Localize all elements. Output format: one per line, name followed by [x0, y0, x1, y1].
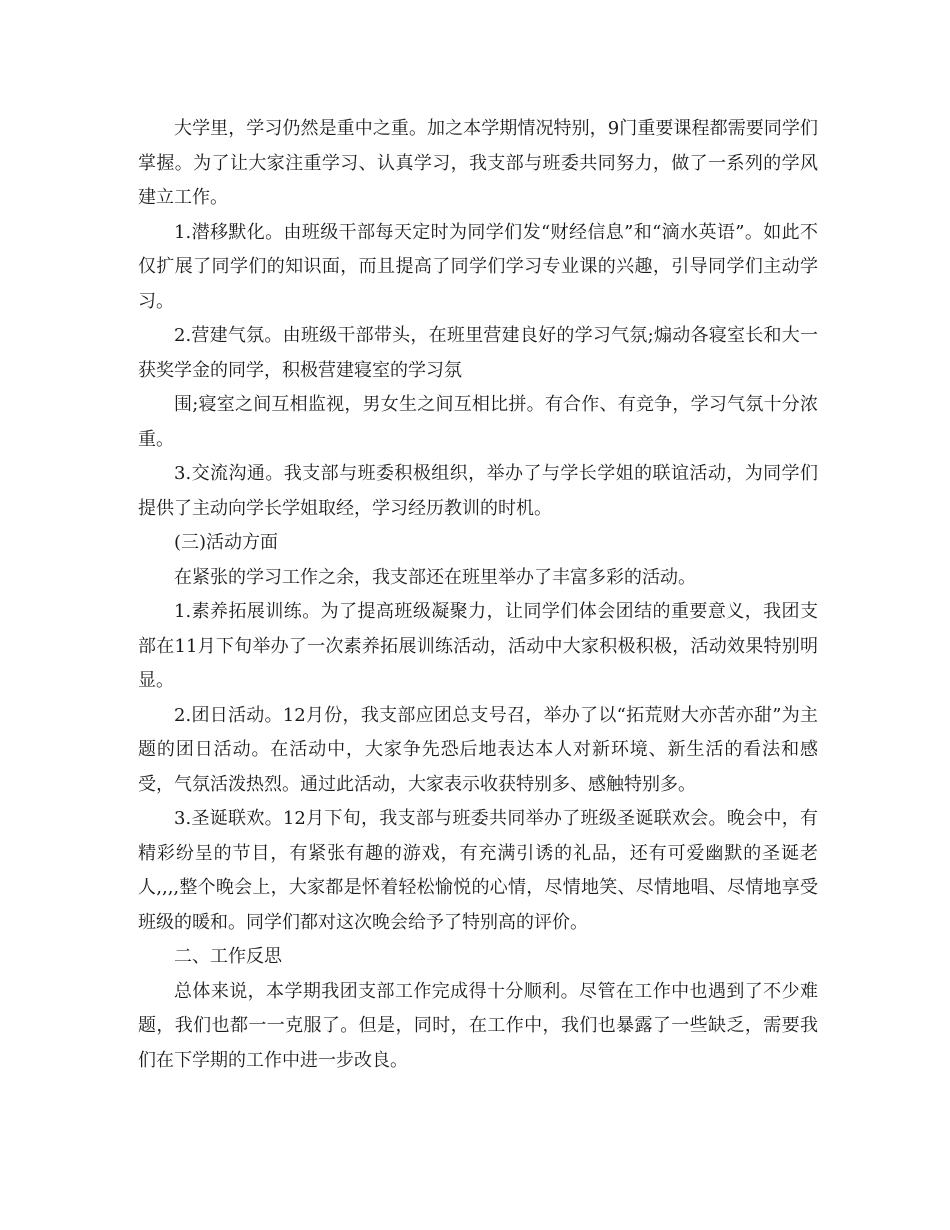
document-body [138, 112, 818, 1078]
paragraph-study-item-2b: 围;寝室之间互相监视，男女生之间互相比拼。有合作、有竞争，学习气氛十分浓重。 [138, 394, 818, 450]
paragraph-activity-item-3: 3.圣诞联欢。12月下旬，我支部与班委共同举办了班级圣诞联欢会。晚会中，有精彩纷呈的节目，有紧张有趣的游戏，有充满引诱的礼品，还有可爱幽默的圣诞老人,,,,整个晚会上，大家都是怀着轻松愉悦的心情，尽情地笑、尽情地唱、尽情地享受班级的暖和。同学们都对这次晚会给予了特别高的评价。 [138, 808, 818, 933]
paragraph-activity-item-2: 2.团日活动。12月份，我支部应团总支号召，举办了以“拓荒财大亦苦亦甜”为主题的团日活动。在活动中，大家争先恐后地表达本人对新环境、新生活的看法和感受，气氛活泼热烈。通过此活动，大家表示收获特别多、感触特别多。 [138, 704, 818, 795]
paragraph-study-item-3: 3.交流沟通。我支部与班委积极组织，举办了与学长学姐的联谊活动，为同学们提供了主动向学长学姐取经，学习经历教训的时机。 [138, 463, 818, 519]
paragraph-activity-item-1: 1.素养拓展训练。为了提高班级凝聚力，让同学们体会团结的重要意义，我团支部在11月下旬举办了一次素养拓展训练活动，活动中大家积极积极，活动效果特别明显。 [138, 601, 818, 691]
paragraph-study-item-1: 1.潜移默化。由班级干部每天定时为同学们发“财经信息”和“滴水英语”。如此不仅扩展了同学们的知识面，而且提高了同学们学习专业课的兴趣，引导同学们主动学习。 [138, 221, 818, 312]
section-heading-activities: (三)活动方面 [174, 532, 279, 553]
paragraph-study-item-2a: 2.营建气氛。由班级干部带头，在班里营建良好的学习气氛;煽动各寝室长和大一获奖学金的同学，积极营建寝室的学习氛 [138, 325, 818, 381]
paragraph-reflection-body: 总体来说，本学期我团支部工作完成得十分顺利。尽管在工作中也遇到了不少难题，我们也都一一克服了。但是，同时，在工作中，我们也暴露了一些缺乏，需要我们在下学期的工作中进一步改良。 [138, 980, 818, 1071]
section-heading-reflection: 二、工作反思 [174, 946, 282, 967]
paragraph-study-intro: 大学里，学习仍然是重中之重。加之本学期情况特别，9门重要课程都需要同学们掌握。为了让大家注重学习、认真学习，我支部与班委共同努力，做了一系列的学风建立工作。 [138, 118, 818, 208]
paragraph-activities-intro: 在紧张的学习工作之余，我支部还在班里举办了丰富多彩的活动。 [174, 566, 696, 588]
